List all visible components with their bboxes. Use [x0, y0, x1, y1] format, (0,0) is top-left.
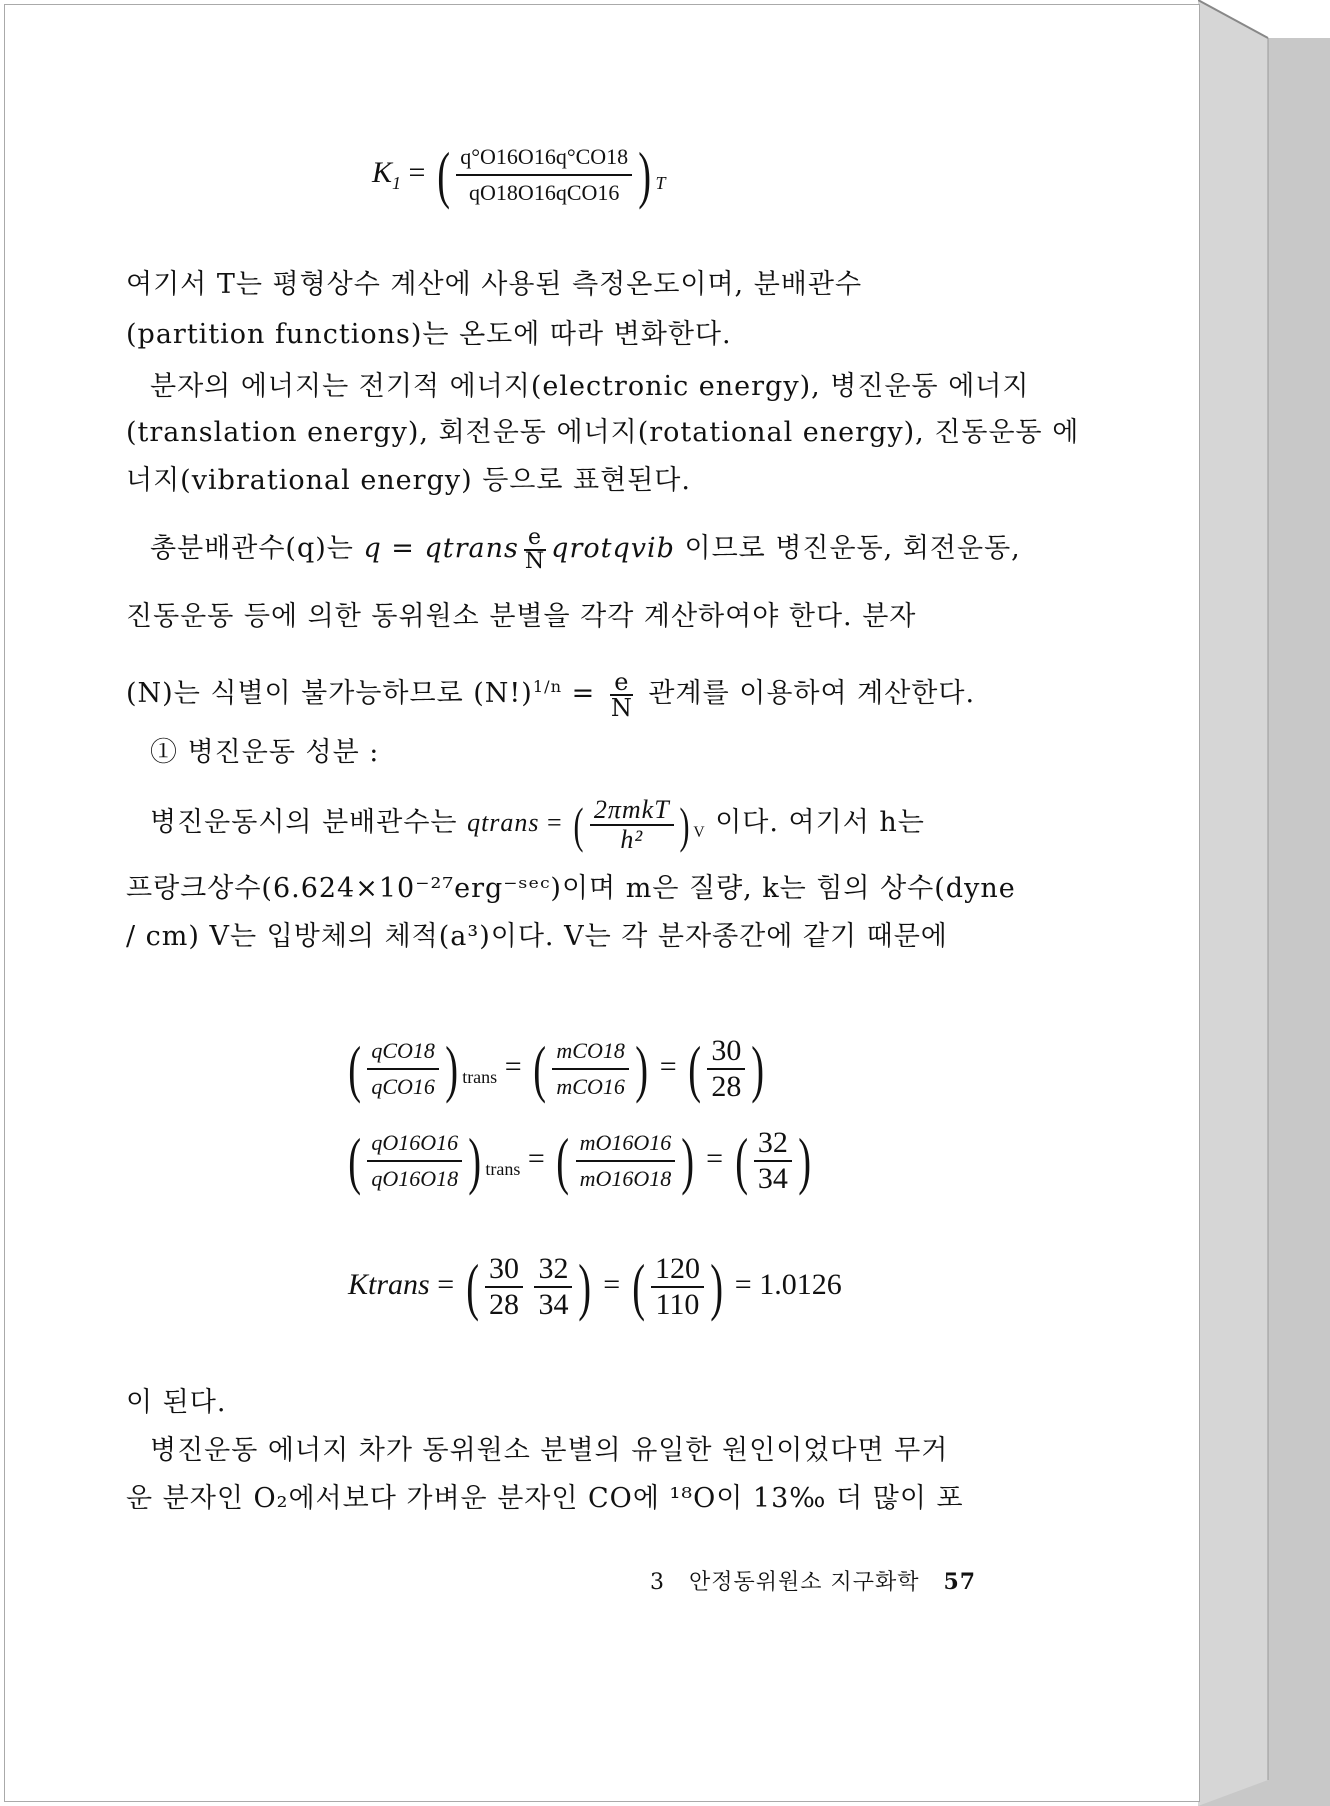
p4-line3: / cm) V는 입방체의 체적(a³)이다. V는 각 분자종간에 같기 때문에 — [126, 921, 948, 952]
equation-co-ratio: ( $\frac{\text{qCO18}}{\text{qCO16}}$ ) $_{trans}$ = ( $\frac{\text{mCO18}}{\text{mCO16}}$ ) = ( $\frac{30}{28}$ ) — [348, 1033, 765, 1104]
qtrans-formula: qtrans = ( $\frac{\text{2πmkT}}{\text{h²}}$ ) $_V$ — [467, 795, 706, 854]
equation-o2-ratio: ( $\frac{qO16O16}{qO16O18}$ ) $_{trans}$ = ( $\frac{mO16O16}{mO16O18}$ ) = ( $\frac{32}{34}$ ) — [348, 1125, 811, 1196]
p3-e: e — [524, 527, 546, 551]
kt-c-num: 120 — [651, 1252, 704, 1288]
kt-result: = 1.0126 — [734, 1267, 842, 1301]
equation-ktrans: Ktrans = ( $\frac{30}{28}$ $\frac{32}{34}$ ) = ( $\frac{120}{110}$ ) = 1.0126 — [348, 1251, 842, 1322]
o2-left-num: qO16O16 — [367, 1126, 462, 1162]
section-translation: ① 병진운동 성분 : — [150, 737, 380, 768]
p6-line2: 운 분자인 O₂에서보다 가벼운 분자인 CO에 ¹⁸O이 13‰ 더 많이 포 — [126, 1483, 964, 1514]
p4-line2: 프랑크상수(6.624×10⁻²⁷erg⁻ˢᵉᶜ)이며 m은 질량, k는 힘의 상수(dyne — [126, 873, 1016, 904]
p3-line3-N: N — [610, 693, 633, 722]
p3-line3-b: 관계를 이용하여 계산한다. — [648, 678, 976, 709]
p3-formula-q: q = qtrans — [363, 533, 519, 564]
o2-mid-num: mO16O16 — [576, 1126, 676, 1162]
co-mid-den: mCO16 — [556, 1074, 625, 1099]
qtrans-label: qtrans — [467, 807, 540, 837]
kt-b-den: 34 — [538, 1288, 569, 1321]
p3-suffix: 이므로 병진운동, 회전운동, — [684, 533, 1021, 564]
p1-line1: 여기서 T는 평형상수 계산에 사용된 측정온도이며, 분배관수 — [126, 269, 863, 300]
k1-numerator: q°O16O16q°CO18 — [456, 140, 632, 176]
co-trans-sub: trans — [462, 1066, 498, 1087]
k1-subscript: T — [655, 172, 666, 193]
p3-line3-exp: 1/n — [532, 677, 562, 696]
co-left-den: qCO16 — [371, 1074, 435, 1099]
p2-line1: 분자의 에너지는 전기적 에너지(electronic energy), 병진운동 에너지 — [150, 371, 1030, 402]
p4-line1 — [150, 796, 994, 856]
p6-line1: 병진운동 에너지 차가 동위원소 분별의 유일한 원인이었다면 무거 — [150, 1435, 949, 1466]
qtrans-frac — [590, 796, 674, 854]
k1-sub: 1 — [392, 172, 402, 193]
page-footer — [650, 1565, 976, 1596]
qtrans-sub: V — [693, 824, 706, 842]
k1-denominator: qO18O16qCO16 — [469, 180, 620, 205]
footer-page-number: 57 — [943, 1569, 977, 1595]
p1-line2: (partition functions)는 온도에 따라 변화한다. — [126, 319, 732, 350]
p3-line3-e: e — [610, 670, 633, 696]
p2-line3: 너지(vibrational energy) 등으로 표현된다. — [126, 465, 691, 496]
kt-c-den: 110 — [655, 1288, 700, 1321]
qtrans-num: 2πmkT — [590, 796, 674, 826]
co-right-num: 30 — [707, 1034, 745, 1070]
co-right-den: 28 — [711, 1070, 742, 1103]
p3-line3 — [126, 664, 994, 720]
p3-line2: 진동운동 등에 의한 동위원소 분별을 각각 계산하여야 한다. 분자 — [126, 601, 917, 632]
page-stack-edge — [1198, 0, 1330, 1806]
o2-right-num: 32 — [754, 1126, 792, 1162]
kt-a-num: 30 — [485, 1252, 523, 1288]
equation-k1: $K_1$ = ( $\frac{q^\circ O16O16q^\circ CO18}{\text{qO18O16qCO16}}$ ) $_T$ — [372, 139, 666, 210]
p2-line2: (translation energy), 회전운동 에너지(rotational energy), 진동운동 에 — [126, 417, 1080, 448]
co-left-num: qCO18 — [367, 1034, 439, 1070]
kt-a-den: 28 — [488, 1288, 519, 1321]
co-mid-num: mCO18 — [552, 1034, 628, 1070]
o2-mid-den: mO16O18 — [579, 1166, 672, 1191]
o2-right-den: 34 — [757, 1162, 788, 1195]
o2-left-den: qO16O18 — [371, 1166, 459, 1191]
p3-line3-frac — [607, 667, 637, 722]
k1-label: K — [372, 155, 393, 189]
p3-prefix: 총분배관수(q)는 — [150, 533, 354, 564]
footer-title: 안정동위원소 지구화학 — [688, 1570, 920, 1595]
k1-fraction — [456, 140, 632, 210]
p3-N: N — [524, 548, 546, 574]
p3-line3-a: (N)는 식별이 불가능하므로 (N!) — [126, 678, 533, 709]
p3-line3-eq: = — [571, 678, 596, 709]
p4-suffix: 이다. 여기서 h는 — [715, 806, 925, 838]
p3-e-over-n — [521, 524, 549, 574]
p3-line1 — [150, 524, 1021, 574]
p5-line1: 이 된다. — [126, 1387, 227, 1418]
kt-b-num: 32 — [534, 1252, 572, 1288]
o2-trans-sub: trans — [485, 1158, 521, 1179]
ktrans-label: Ktrans — [348, 1267, 430, 1301]
p4-prefix: 병진운동시의 분배관수는 — [150, 806, 458, 838]
p3-formula-rest: qrotqvib — [551, 533, 675, 564]
qtrans-den: h² — [620, 825, 644, 854]
footer-chapter: 3 — [650, 1570, 665, 1595]
